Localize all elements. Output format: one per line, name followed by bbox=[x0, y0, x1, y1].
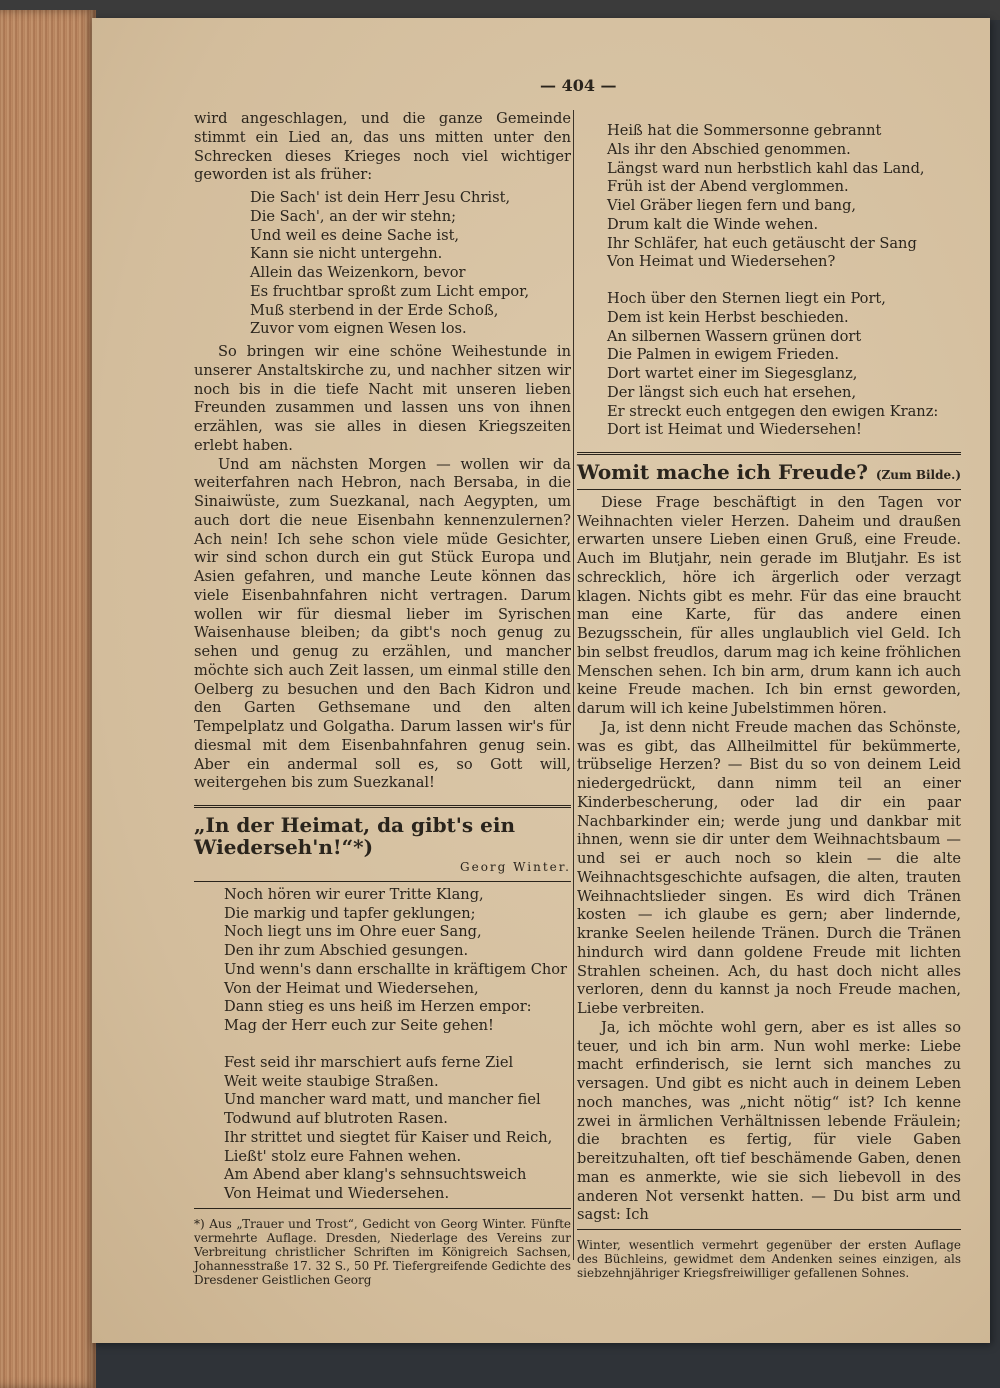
book-spine bbox=[0, 0, 1000, 20]
hymn-line: Kann sie nicht untergehn. bbox=[250, 245, 443, 263]
poem-line: Den ihr zum Abschied gesungen. bbox=[224, 942, 469, 959]
poem-line: Dem ist kein Herbst beschieden. bbox=[607, 308, 849, 326]
article-title: Womit mache ich Freude? bbox=[577, 460, 869, 484]
poem-line: Dort ist Heimat und Wiedersehen! bbox=[607, 421, 862, 439]
hymn-line: Muß sterbend in der Erde Schoß, bbox=[250, 301, 499, 319]
poem-line: Von der Heimat und Wiedersehen, bbox=[224, 979, 479, 997]
section-rule bbox=[194, 805, 571, 808]
poem-line: Hoch über den Sternen liegt ein Port, bbox=[607, 290, 886, 307]
left-column bbox=[194, 110, 571, 1299]
poem-line: Die markig und tapfer geklungen; bbox=[224, 904, 476, 922]
hymn-line: Zuvor vom eignen Wesen los. bbox=[250, 320, 467, 338]
intro-paragraph: wird angeschlagen, und die ganze Gemeinde stimmt ein Lied an, das uns mitten unter den Schrecken dieses Krieges noch viel wichtiger geworden ist als früher: bbox=[194, 110, 571, 184]
article-note: (Zum Bilde.) bbox=[875, 468, 961, 482]
poem-line: Dann stieg es uns heiß im Herzen empor: bbox=[224, 998, 532, 1016]
poem-line: Ließt' stolz eure Fahnen wehen. bbox=[224, 1147, 462, 1165]
footnote-rule bbox=[194, 1208, 571, 1209]
page-number: — 404 — bbox=[540, 76, 617, 95]
poem-title: „In der Heimat, da gibt's ein Wiederseh'n!“*) bbox=[194, 813, 515, 859]
poem-line: Mag der Herr euch zur Seite gehen! bbox=[224, 1017, 494, 1034]
poem-line: Er streckt euch entgegen den ewigen Kranz: bbox=[607, 402, 939, 420]
title-rule bbox=[194, 881, 571, 882]
hymn-line: Allein das Weizenkorn, bevor bbox=[250, 264, 466, 281]
poem-line: An silbernen Wassern grünen dort bbox=[607, 327, 862, 345]
poem-line: Am Abend aber klang's sehnsuchtsweich bbox=[224, 1166, 527, 1184]
poem-stanza bbox=[224, 886, 571, 1036]
poem-line: Früh ist der Abend verglommen. bbox=[607, 178, 849, 196]
poem-line: Ihr strittet und siegtet für Kaiser und Reich, bbox=[224, 1128, 553, 1146]
section-rule bbox=[577, 452, 961, 455]
hymn-line: Es fruchtbar sproßt zum Licht empor, bbox=[250, 282, 530, 300]
poem-line: Längst ward nun herbstlich kahl das Land, bbox=[607, 159, 925, 177]
poem-line: Viel Gräber liegen fern und bang, bbox=[607, 197, 857, 214]
body-paragraph: So bringen wir eine schöne Weihestunde in unserer Anstaltskirche zu, und nachher sitzen wir noch bis in die tiefe Nacht mit unseren lieben Freunden zusammen und lassen uns von ihnen erzählen, was sie alles in diesen Kriegszeiten erlebt haben. bbox=[194, 343, 571, 454]
right-column bbox=[577, 118, 961, 1292]
poem-line: Heiß hat die Sommersonne gebrannt bbox=[607, 122, 882, 139]
hymn-line: Die Sach' ist dein Herr Jesu Christ, bbox=[250, 189, 511, 206]
poem-line: Fest seid ihr marschiert aufs ferne Ziel bbox=[224, 1053, 514, 1071]
poem-line: Ihr Schläfer, hat euch getäuscht der Sang bbox=[607, 234, 917, 252]
hymn-line: Und weil es deine Sache ist, bbox=[250, 226, 460, 244]
footnote: *) Aus „Trauer und Trost“, Gedicht von Georg Winter. Fünfte vermehrte Auflage. Dresden, Niederlage des Vereins zur Verbreitung christlicher Schriften im Königreich Sachsen, Johannesstraße 17. 32 S., 50 Pf. Tiefergreifende Gedichte des Dresdener Geistlichen Georg bbox=[194, 1216, 571, 1287]
stanza-gap bbox=[577, 276, 961, 286]
poem-line: Die Palmen in ewigem Frieden. bbox=[607, 346, 840, 364]
poem-line: Noch hören wir eurer Tritte Klang, bbox=[224, 885, 484, 903]
footnote-continued: Winter, wesentlich vermehrt gegenüber der ersten Auflage des Büchleins, gewidmet dem Andenken seines einzigen, als siebzehnjähriger Kriegsfreiwilliger gefallenen Sohnes. bbox=[577, 1238, 961, 1280]
poem-line: Von Heimat und Wiedersehen. bbox=[224, 1185, 450, 1202]
hymn-line: Die Sach', an der wir stehn; bbox=[250, 207, 457, 225]
poem-line: Und wenn's dann erschallte in kräftigem Chor bbox=[224, 960, 568, 978]
poem-stanza bbox=[607, 122, 961, 272]
body-paragraph: Ja, ich möchte wohl gern, aber es ist alles so teuer, und ich bin arm. Nun wohl merke: Liebe macht erfinderisch, sie lernt sich manches zu versagen. Und gibt es nicht auch in deinem Leben noch manches, was „nicht nötig“ ist? Ich kenne zwei in ärmlichen Verhältnissen lebende Fräulein; die brachten es fertig, für viele Gaben bereitzuhalten, oft tief beschämende Gaben, denen man es anmerkte, wie sie sich liebevoll in des anderen Not versenkt hatten. — Du bist arm und sagst: Ich bbox=[577, 1018, 961, 1224]
footnote-rule bbox=[577, 1229, 961, 1230]
poem-line: Weit weite staubige Straßen. bbox=[224, 1072, 439, 1090]
poem-line: Als ihr den Abschied genommen. bbox=[607, 140, 851, 158]
poem-line: Dort wartet einer im Siegesglanz, bbox=[607, 365, 858, 382]
poem-line: Noch liegt uns im Ohre euer Sang, bbox=[224, 923, 482, 941]
poem-stanza bbox=[607, 290, 961, 440]
title-rule bbox=[577, 489, 961, 490]
poem-stanza bbox=[224, 1054, 571, 1204]
article-heading bbox=[577, 461, 961, 485]
body-paragraph: Und am nächsten Morgen — wollen wir da weiterfahren nach Hebron, nach Bersaba, in die Sinaiwüste, zum Suezkanal, nach Aegypten, um auch dort die neue Eisenbahn kennenzulernen? Ach nein! Ich sehe schon viele müde Gesichter, wir sind schon durch ein gut Stück Europa und Asien gefahren, und manche Leute können das viele Eisenbahnfahren nicht vertragen. Darum wollen wir für diesmal lieber im Syrischen Waisenhause bleiben; da gibt's noch genug zu sehen und genug zu erzählen, und mancher möchte sich auch Zeit lassen, um einmal stille den Oelberg zu besuchen und den Bach Kidron und den Garten Gethsemane und den alten Tempelplatz und Golgatha. Darum lassen wir's für diesmal mit dem Eisenbahnfahren genug sein. Aber ein andermal soll es, so Gott will, weitergehen bis zum Suezkanal! bbox=[194, 455, 571, 792]
poem-line: Und mancher ward matt, und mancher fiel bbox=[224, 1091, 541, 1109]
poem-line: Von Heimat und Wiedersehen? bbox=[607, 253, 836, 271]
body-paragraph: Diese Frage beschäftigt in den Tagen vor Weihnachten vieler Herzen. Daheim und draußen erwarten unsere Lieben einen Gruß, eine Freude. Auch im Blutjahr, nein gerade im Blutjahr. Es ist schrecklich, höre ich ärgerlich oder verzagt klagen. Nichts gibt es mehr. Für das eine braucht man eine Karte, für das andere einen Bezugsschein, für alles unglaublich viel Geld. Ich bin selbst freudlos, darum mag ich keine fröhlichen Menschen sehen. Ich bin arm, drum kann ich auch keine Freude machen. Ich bin ernst geworden, darum will ich keine Jubelstimmen hören. bbox=[577, 493, 961, 717]
poem-line: Todwund auf blutroten Rasen. bbox=[224, 1110, 448, 1127]
stanza-gap bbox=[194, 1040, 571, 1050]
body-paragraph: Ja, ist denn nicht Freude machen das Schönste, was es gibt, das Allheilmittel für bekümmerte, trübselige Herzen? — Bist du so von deinem Leid niedergedrückt, dann nimm teil an einer Kinderbescherung, oder lad dir ein paar Nachbarkinder ein; werde jung und dankbar mit ihnen, wenn sie dir unter dem Weihnachtsbaum — und sei er auch noch so klein — die alte Weihnachtsgeschichte aufsagen, die alten, trauten Weihnachtslieder singen. Es wird dich Tränen kosten — ich glaube es gern; aber lindernde, kranke Seelen heilende Tränen. Durch die Tränen hindurch wird dann goldene Freude mit lichten Strahlen scheinen. Ach, du hast doch nicht alles verloren, denn du kannst ja noch Freude machen, Liebe verbreiten. bbox=[577, 718, 961, 1017]
poem-author: Georg Winter. bbox=[460, 860, 571, 874]
book-page-edges bbox=[0, 10, 96, 1388]
hymn-verse bbox=[250, 189, 571, 339]
column-divider bbox=[573, 110, 574, 1260]
poem-line: Der längst sich euch hat ersehen, bbox=[607, 383, 857, 401]
poem-line: Drum kalt die Winde wehen. bbox=[607, 215, 819, 233]
